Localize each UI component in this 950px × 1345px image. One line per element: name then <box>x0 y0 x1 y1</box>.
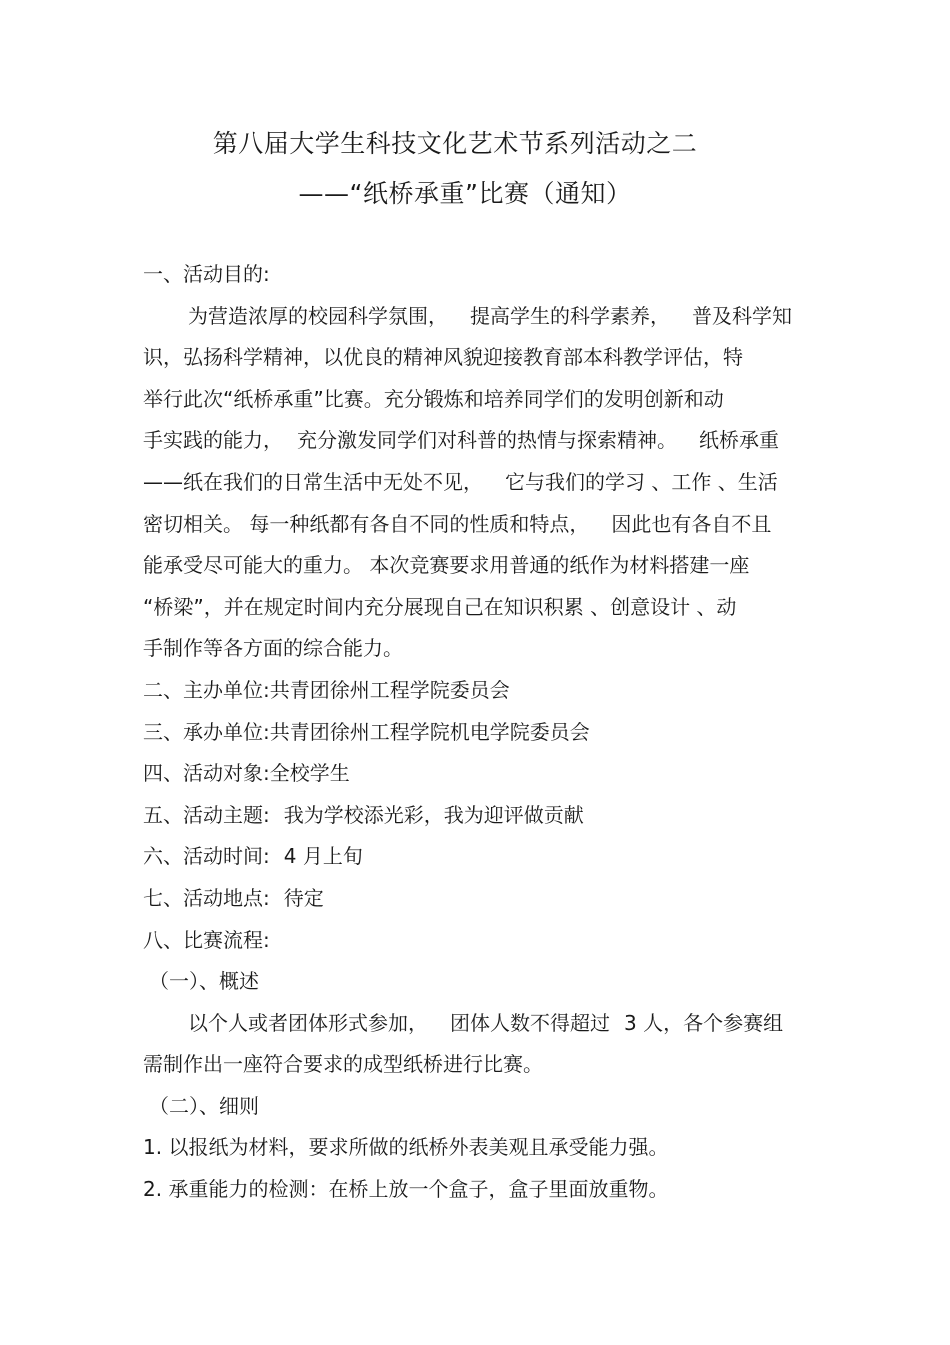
paragraph-line: 需制作出一座符合要求的成型纸桥进行比赛。 <box>143 1052 543 1077</box>
rule-item: 2. 承重能力的检测：在桥上放一个盒子，盒子里面放重物。 <box>143 1177 669 1202</box>
section-heading-purpose: 一、活动目的: <box>143 262 270 286</box>
paragraph-line: 手制作等各方面的综合能力。 <box>143 636 403 661</box>
section-heading-process: 八、比赛流程: <box>143 927 270 952</box>
paragraph-line: 为营造浓厚的校园科学氛围， 提高学生的科学素养， 普及科学知 <box>188 303 792 328</box>
rule-item: 1. 以报纸为材料，要求所做的纸桥外表美观且承受能力强。 <box>143 1135 669 1160</box>
document-subtitle: ——“纸桥承重”比赛（通知） <box>298 179 632 208</box>
paragraph-line: 密切相关。 每一种纸都有各自不同的性质和特点， 因此也有各自不且 <box>143 511 772 536</box>
document-title: 第八届大学生科技文化艺术节系列活动之二 <box>212 129 698 158</box>
document-body <box>143 262 813 1219</box>
paragraph-line: 以个人或者团体形式参加， 团体人数不得超过 3 人，各个参赛组 <box>188 1010 784 1035</box>
paragraph-line: ——纸在我们的日常生活中无处不见， 它与我们的学习 、工作 、生活 <box>143 469 778 494</box>
paragraph-line: “桥梁”，并在规定时间内充分展现自己在知识积累 、创意设计 、动 <box>143 594 737 619</box>
info-item-time: 六、活动时间: 4 月上旬 <box>143 844 363 869</box>
info-item-participants: 四、活动对象:全校学生 <box>143 761 350 786</box>
subsection-heading-overview: （一）、概述 <box>149 969 259 994</box>
info-item-host: 三、承办单位:共青团徐州工程学院机电学院委员会 <box>143 719 590 744</box>
paragraph-line: 识，弘扬科学精神，以优良的精神风貌迎接教育部本科教学评估，特 <box>143 345 743 370</box>
info-item-organizer: 二、主办单位:共青团徐州工程学院委员会 <box>143 677 510 702</box>
info-item-theme: 五、活动主题: 我为学校添光彩，我为迎评做贡献 <box>143 802 584 827</box>
info-item-location: 七、活动地点: 待定 <box>143 885 324 910</box>
paragraph-line: 手实践的能力， 充分激发同学们对科普的热情与探索精神。 纸桥承重 <box>143 428 779 453</box>
subsection-heading-rules: （二）、细则 <box>149 1093 259 1118</box>
paragraph-line: 能承受尽可能大的重力。 本次竞赛要求用普通的纸作为材料搭建一座 <box>143 553 750 578</box>
paragraph-line: 举行此次“纸桥承重”比赛。充分锻炼和培养同学们的发明创新和动 <box>143 386 724 411</box>
